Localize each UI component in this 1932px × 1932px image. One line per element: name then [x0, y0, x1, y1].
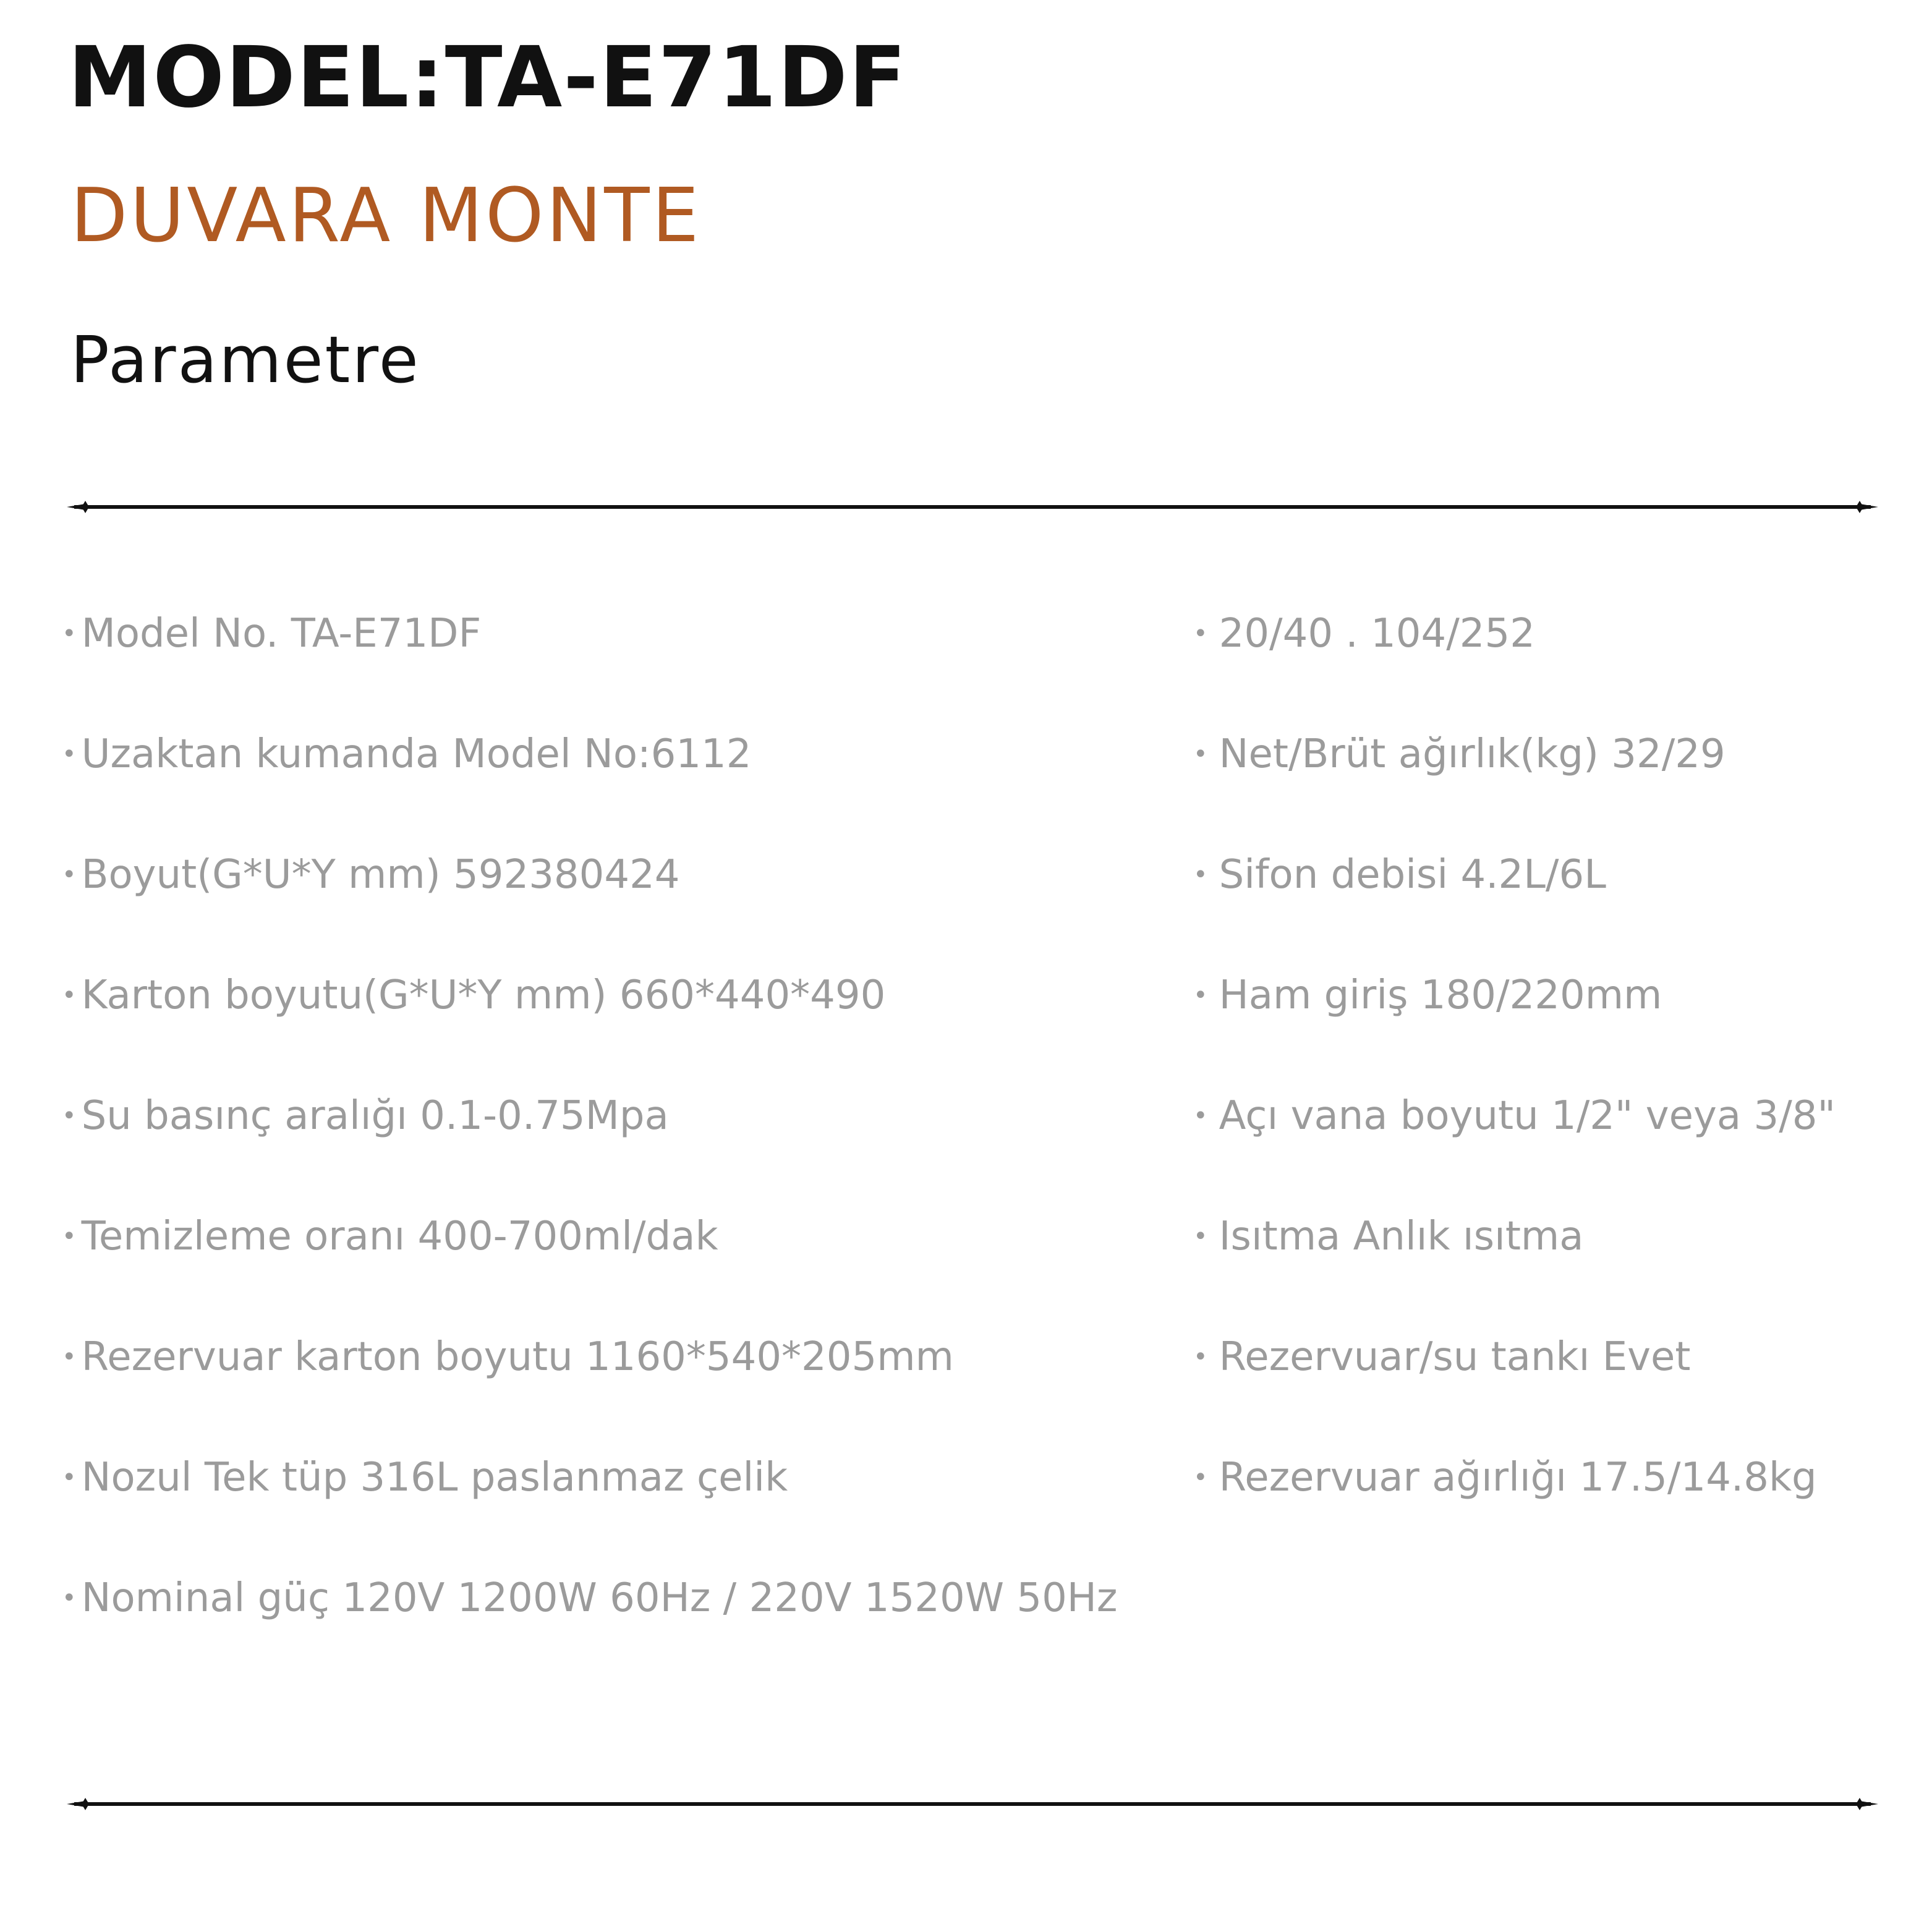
spec-item	[62, 1085, 1175, 1206]
spec-text: Rezervuar ağırlığı 17.5/14.8kg	[1219, 1455, 1817, 1500]
spec-item	[62, 964, 1175, 1085]
spec-item	[1193, 1447, 1923, 1567]
bullet-dot: •	[1193, 981, 1208, 1010]
spec-text: Boyut(G*U*Y mm) 592380424	[81, 852, 680, 898]
spec-item	[62, 1206, 1175, 1326]
bullet-dot: •	[1193, 1102, 1208, 1130]
spec-item	[1193, 1206, 1923, 1326]
spec-text: Nozul Tek tüp 316L paslanmaz çelik	[81, 1455, 788, 1500]
bullet-dot: •	[62, 1222, 77, 1251]
bullet-dot: •	[1193, 619, 1208, 648]
spec-text: Sifon debisi 4.2L/6L	[1219, 852, 1606, 898]
top-divider-right-diamond	[1856, 501, 1863, 513]
spec-text: Net/Brüt ağırlık(kg) 32/29	[1219, 731, 1726, 777]
bullet-dot: •	[62, 619, 77, 648]
bullet-dot: •	[1193, 861, 1208, 889]
bullet-dot: •	[62, 1343, 77, 1371]
spec-item	[62, 1326, 1175, 1447]
spec-text: Isıtma Anlık ısıtma	[1219, 1214, 1584, 1259]
bullet-dot: •	[62, 861, 77, 889]
spec-item	[1193, 964, 1923, 1085]
model-title: MODEL:TA-E71DF	[68, 29, 908, 127]
bullet-dot: •	[62, 1463, 77, 1492]
bullet-dot: •	[62, 981, 77, 1010]
bullet-dot: •	[1193, 1463, 1208, 1492]
spec-text: Rezervuar karton boyutu 1160*540*205mm	[81, 1334, 954, 1380]
spec-text: Karton boyutu(G*U*Y mm) 660*440*490	[81, 972, 886, 1018]
spec-item	[62, 1567, 1175, 1688]
bottom-divider-right-diamond	[1856, 1798, 1863, 1810]
spec-item	[1193, 603, 1923, 723]
product-subtitle: DUVARA MONTE	[70, 173, 702, 259]
spec-item	[1193, 723, 1923, 844]
bottom-divider-left-diamond	[82, 1798, 89, 1810]
spec-list-right	[1193, 603, 1923, 1567]
bullet-dot: •	[62, 1584, 77, 1612]
spec-item	[62, 844, 1175, 964]
spec-text: Su basınç aralığı 0.1-0.75Mpa	[81, 1093, 669, 1139]
spec-item	[62, 1447, 1175, 1567]
spec-text: Model No. TA-E71DF	[81, 611, 482, 657]
section-title: Parametre	[70, 322, 420, 398]
bullet-dot: •	[62, 740, 77, 768]
bullet-dot: •	[1193, 1343, 1208, 1371]
top-divider-left-diamond	[82, 501, 89, 513]
spec-text: Nominal güç 120V 1200W 60Hz / 220V 1520W 50Hz	[81, 1575, 1118, 1621]
spec-text: Açı vana boyutu 1/2" veya 3/8"	[1219, 1093, 1836, 1139]
spec-item	[62, 603, 1175, 723]
spec-text: Temizleme oranı 400-700ml/dak	[81, 1214, 718, 1259]
bullet-dot: •	[1193, 740, 1208, 768]
spec-item	[62, 723, 1175, 844]
spec-item	[1193, 1085, 1923, 1206]
bullet-dot: •	[62, 1102, 77, 1130]
spec-item	[1193, 1326, 1923, 1447]
bottom-divider	[67, 1795, 1878, 1813]
spec-item	[1193, 844, 1923, 964]
spec-text: 20/40 . 104/252	[1219, 611, 1535, 657]
spec-text: Uzaktan kumanda Model No:6112	[81, 731, 752, 777]
spec-list-left	[62, 603, 1175, 1688]
spec-text: Rezervuar/su tankı Evet	[1219, 1334, 1691, 1380]
bullet-dot: •	[1193, 1222, 1208, 1251]
top-divider	[67, 498, 1878, 516]
spec-text: Ham giriş 180/220mm	[1219, 972, 1662, 1018]
